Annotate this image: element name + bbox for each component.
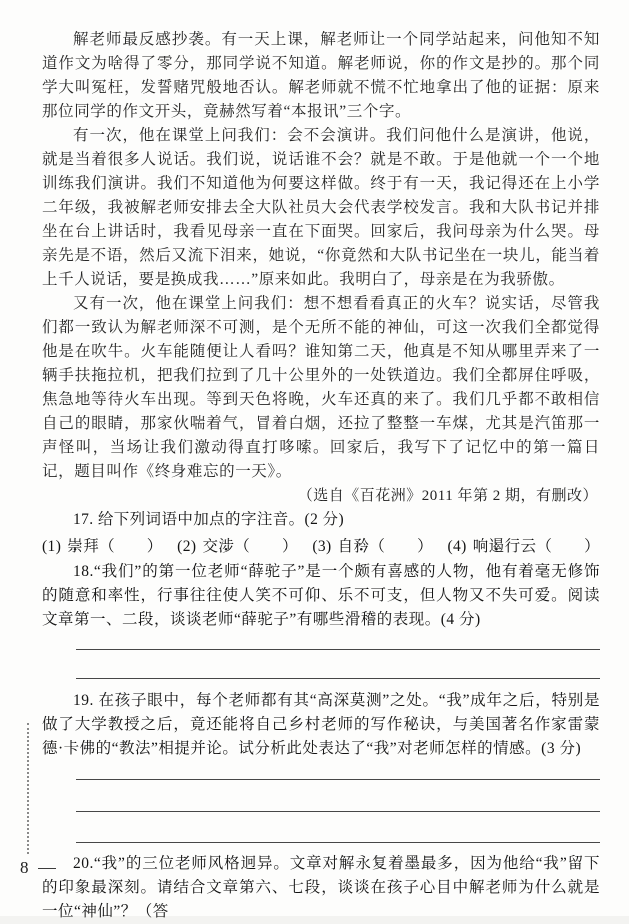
question-19-text: 19. 在孩子眼中，每个老师都有其“高深莫测”之处。“我”成年之后，特别是做了大学教授之后，竟还能将自己乡村老师的写作秘诀，与美国著名作家雷蒙德·卡佛的“教法”相提并论。试分析此处表达了“我”对老师怎样的情感。(3 分) bbox=[42, 692, 600, 757]
page-footer bbox=[20, 858, 56, 878]
pinyin-item-3 bbox=[312, 534, 433, 560]
pinyin-word-plain: 拜 bbox=[83, 538, 100, 555]
source-attribution: （选自《百花洲》2011 年第 2 期，有删改） bbox=[297, 488, 598, 504]
passage-paragraph-1: 解老师最反感抄袭。有一天上课，解老师让一个同学站起来，问他知不知道作文为啥得了零分，那同学说不知道。解老师说，你的作文是抄的。那个同学大叫冤枉，发誓赌咒般地否认。解老师就不慌不忙地拿出了他的证据：原来那位同学的作文开头，竟赫然写着“本报讯”三个字。 bbox=[42, 31, 600, 120]
pinyin-word-plain: 自 bbox=[337, 538, 354, 555]
pinyin-item-2 bbox=[177, 534, 298, 560]
pinyin-word-plain: 行云 bbox=[504, 538, 537, 555]
pinyin-blank-parens: （ ） bbox=[536, 538, 600, 555]
pinyin-item-number: (1) bbox=[42, 538, 62, 555]
answer-line bbox=[76, 761, 600, 780]
page-content bbox=[42, 28, 600, 924]
answer-line bbox=[76, 632, 600, 650]
pinyin-blank-parens: （ ） bbox=[234, 538, 298, 555]
answer-line bbox=[76, 650, 600, 679]
pinyin-item-number: (2) bbox=[177, 538, 197, 555]
pinyin-item-number: (3) bbox=[312, 538, 332, 555]
page-number-dash bbox=[38, 868, 56, 869]
question-19-answer-area bbox=[76, 761, 600, 843]
pinyin-word-plain: 响 bbox=[472, 538, 489, 555]
pinyin-item-1 bbox=[42, 534, 163, 560]
pinyin-word-plain: 交 bbox=[202, 538, 219, 555]
pinyin-word-dotted: 崇 • bbox=[67, 534, 83, 560]
question-17-stem: 17. 给下列词语中加点的字注音。(2 分) bbox=[73, 511, 344, 528]
question-20-text: 20.“我”的三位老师风格迥异。文章对解永复着墨最多，因为他给“我”留下的印象最深刻。请结合文章第六、七段，谈谈在孩子心目中解老师为什么就是一位“神仙”？（答 bbox=[42, 855, 600, 920]
question-18-answer-area bbox=[76, 632, 600, 679]
question-18-text: 18.“我们”的第一位老师“薛驼子”是一个颇有喜感的人物，他有着毫无修饰的随意和率性，行事往往使人笑不可仰、乐不可支，但人物又不失可爱。阅读文章第一、二段，谈谈老师“薛驼子”有哪些滑稽的表现。(4 分) bbox=[42, 563, 600, 628]
pinyin-word-dotted: 矜 • bbox=[354, 534, 370, 560]
pinyin-blank-parens: （ ） bbox=[99, 538, 163, 555]
pinyin-item-number: (4) bbox=[447, 538, 467, 555]
binding-dotted-mark bbox=[27, 723, 29, 854]
page-number: 8 bbox=[20, 858, 29, 877]
pinyin-blank-parens: （ ） bbox=[369, 538, 434, 555]
answer-line bbox=[76, 812, 600, 843]
pinyin-word-dotted: 涉 • bbox=[218, 534, 234, 560]
question-17-items-row bbox=[42, 534, 600, 560]
answer-line bbox=[76, 780, 600, 812]
pinyin-word-dotted: 遏 • bbox=[489, 534, 505, 560]
passage-paragraph-2: 有一次，他在课堂上问我们：会不会演讲。我们问他什么是演讲，他说，就是当着很多人说话。我们说，说话谁不会？就是不敢。于是他就一个一个地训练我们演讲。我们不知道他为何要这样做。终于有一天，我记得还在上小学二年级，我被解老师安排去全大队社员大会代表学校发言。我和大队书记并排坐在台上讲话时，我看见母亲一直在下面哭。回家后，我问母亲为什么哭。母亲先是不语，然后又流下泪来，她说，“你竟然和大队书记坐在一块儿，能当着上千人说话，要是换成我……”原来如此。我明白了，母亲是在为我骄傲。 bbox=[42, 127, 600, 288]
passage-paragraph-3: 又有一次，他在课堂上问我们：想不想看看真正的火车？说实话，尽管我们都一致认为解老师深不可测，是个无所不能的神仙，可这一次我们全都觉得他是在吹牛。火车能随便让人看吗？谁知第二天，他真是不知从哪里弄来了一辆手扶拖拉机，把我们拉到了几十公里外的一处铁道边。我们全都屏住呼吸，焦急地等待火车出现。等到天色将晚，火车还真的来了。我们几乎都不敢相信自己的眼睛，那家伙喘着气，冒着白烟，还拉了整整一车煤，尤其是汽笛那一声怪叫，当场让我们激动得直打哆嗦。回家后，我写下了记忆中的第一篇日记，题目叫作《终身难忘的一天》。 bbox=[42, 295, 600, 480]
pinyin-item-4 bbox=[447, 534, 600, 560]
